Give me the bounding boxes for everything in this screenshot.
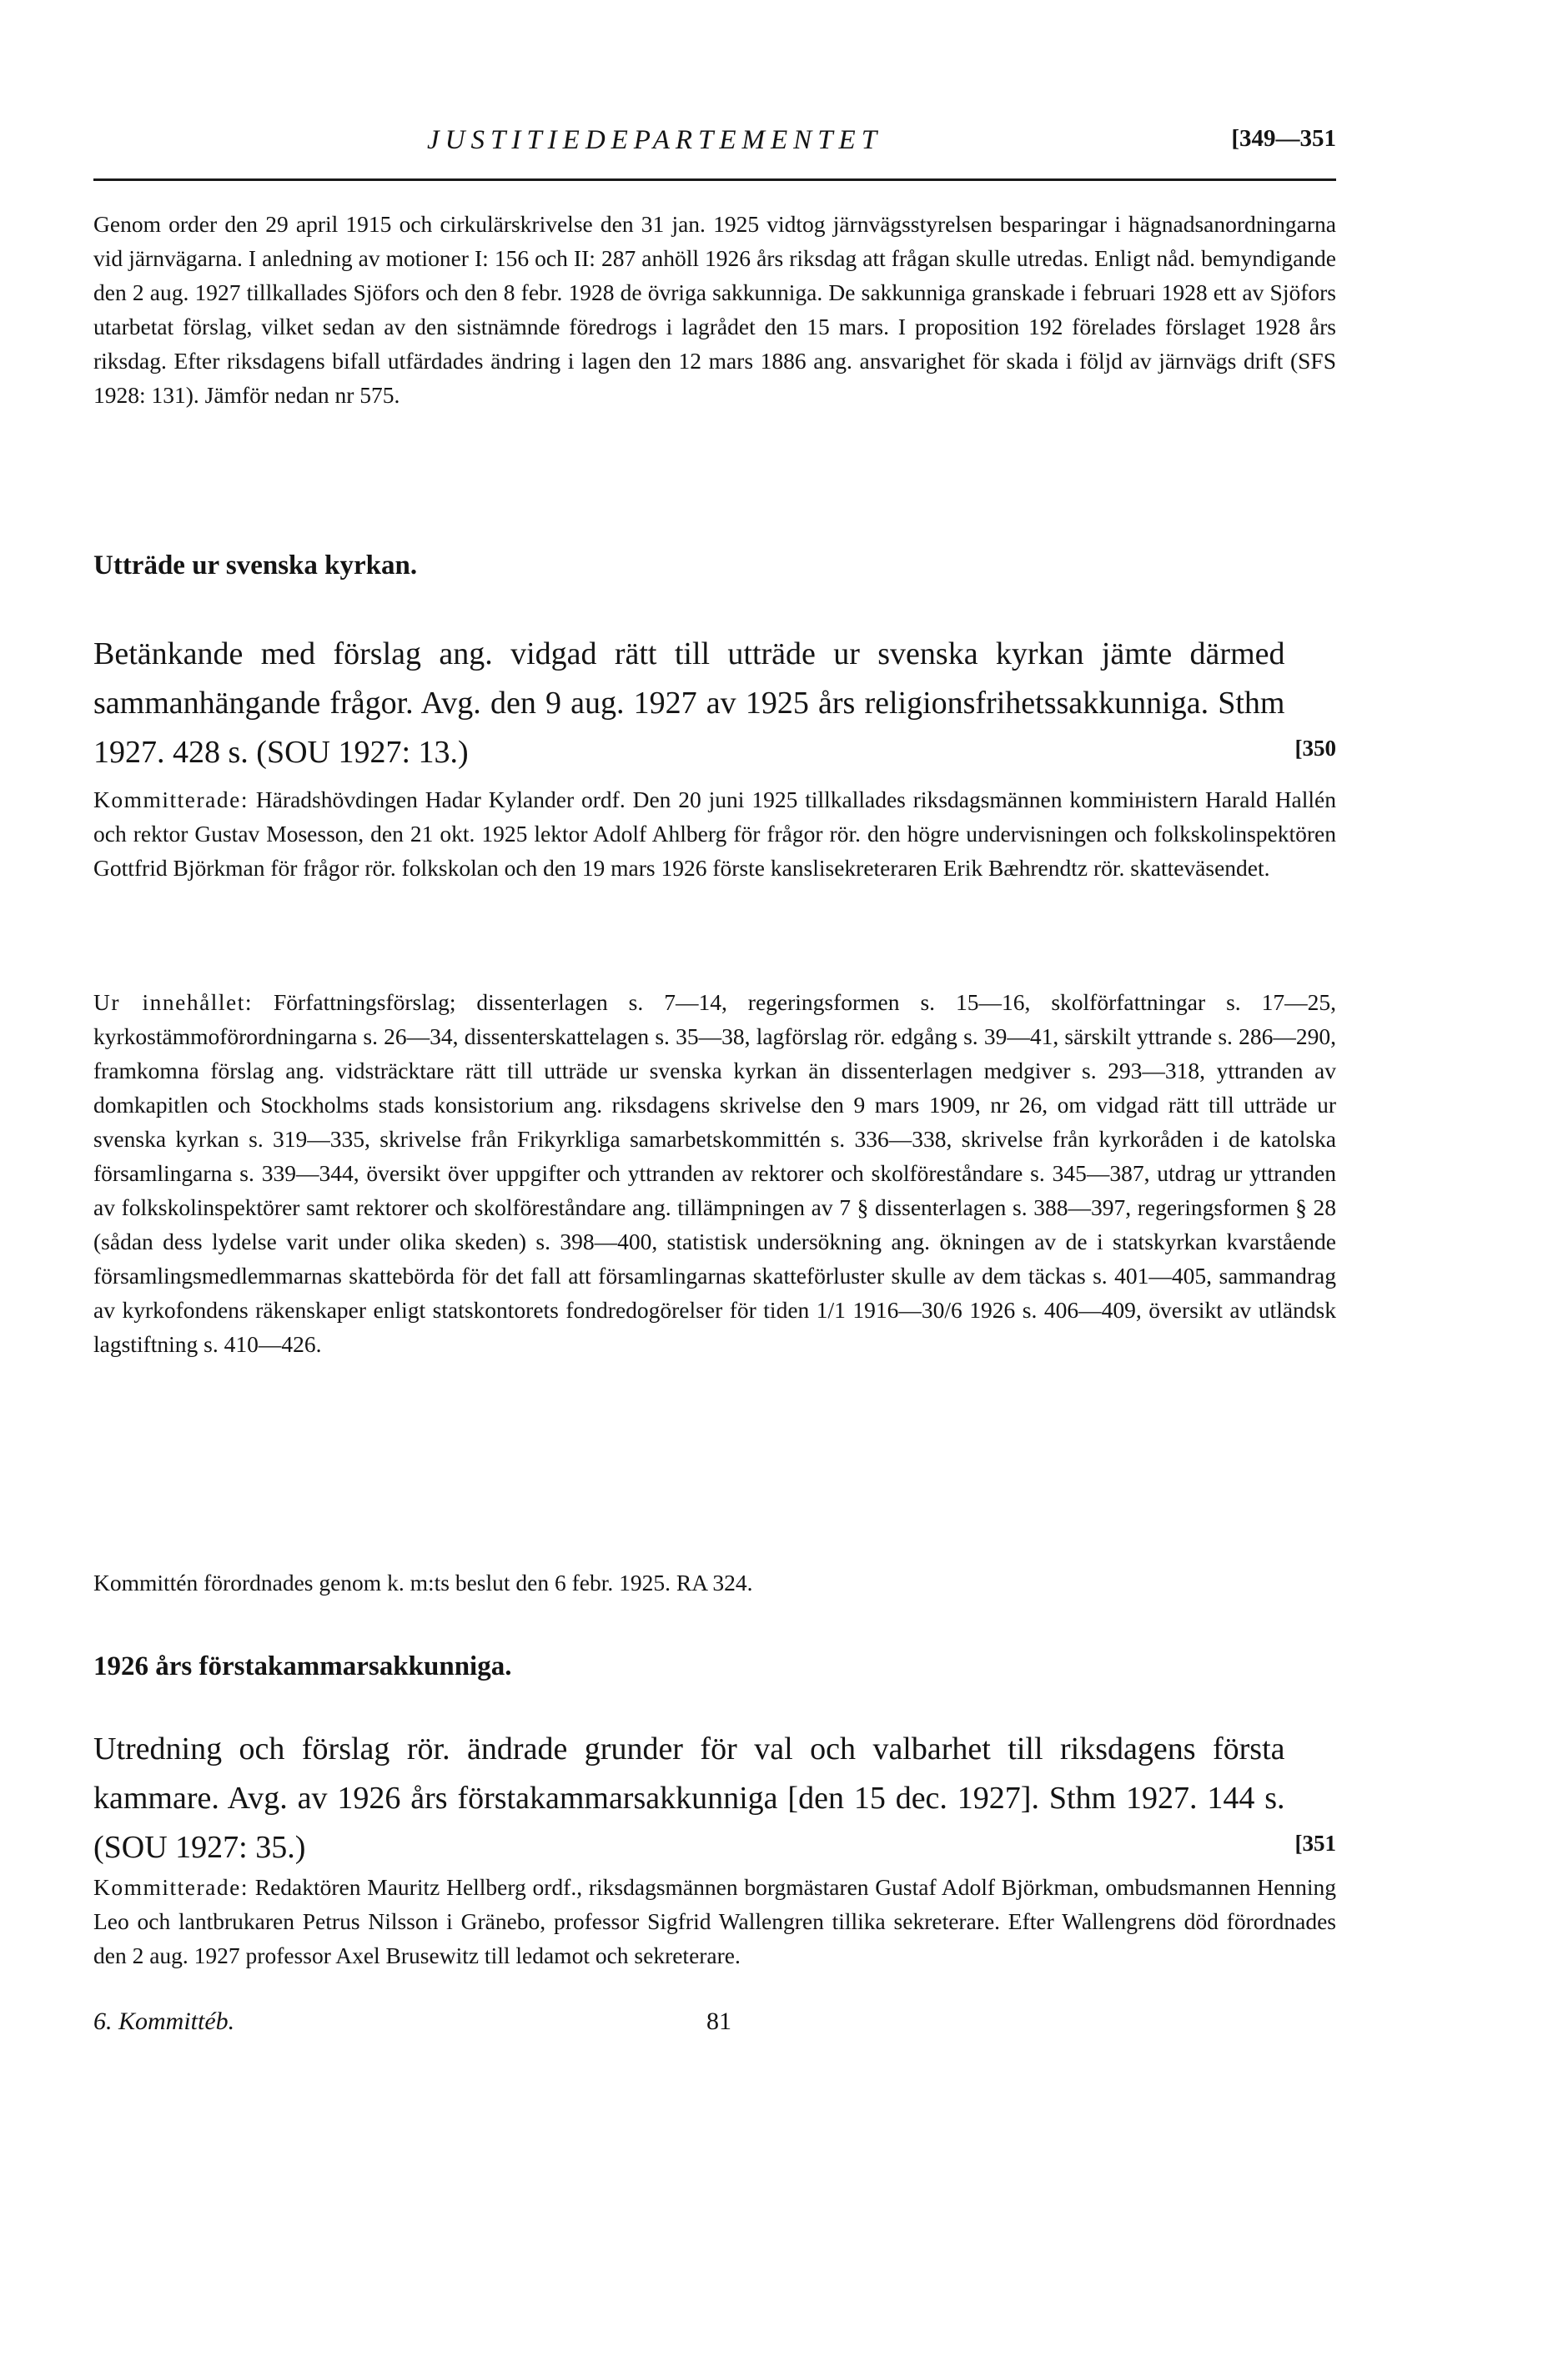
- running-header: [93, 125, 1336, 170]
- ordered-paragraph-350: Kommittén förordnades genom k. m:ts beslut den 6 febr. 1925. RA 324.: [93, 1570, 753, 1596]
- report-title-350: [93, 630, 1336, 777]
- report-title-text-350: Betänkande med förslag ang. vidgad rätt till utträde ur svenska kyrkan jämte därmed sammanhängande frågor. Avg. den 9 aug. 1927 av 1925 års religionsfrihetssakkunniga. Sthm 1927. 428 s. (SOU 1927: 13.): [93, 636, 1285, 770]
- committee-label-350: Kommitterade:: [93, 786, 249, 812]
- intro-paragraph: Genom order den 29 april 1915 och cirkulärskrivelse den 31 jan. 1925 vidtog järnvägsstyrelsen besparingar i hägnadsanordningarna vid järnvägarna. I anledning av motioner I: 156 och II: 287 anhöll 1926 års riksdag att frågan skulle utredas. Enligt nåd. bemyndigande den 2 aug. 1927 tillkallades Sjöfors och den 8 febr. 1928 de övriga sakkunniga. De sakkunniga granskade i februari 1928 ett av Sjöfors utarbetat förslag, vilket sedan av den sistnämnde föredrogs i lagrådet den 15 mars. I proposition 192 förelades förslaget 1928 års riksdag. Efter riksdagens bifall utfärdades ändring i lagen den 12 mars 1886 ang. ansvarighet för skada i följd av järnvägs drift (SFS 1928: 131). Jämför nedan nr 575.: [93, 211, 1336, 408]
- committee-label-351: Kommitterade:: [93, 1874, 249, 1900]
- page-number: 81: [706, 2008, 731, 2035]
- section-heading-uttrade: Utträde ur svenska kyrkan.: [93, 550, 418, 580]
- reference-number-350: [350: [1294, 736, 1336, 761]
- contents-text-350: Författningsförslag; dissenterlagen s. 7—14, regeringsformen s. 15—16, skolförfattningar s. 17—25, kyrkostämmoförordningarna s. 26—34, dissenterskattelagen s. 35—38, lagförslag rör. edgång s. 39—41, särskilt yttrande s. 286—290, framkomna förslag ang. vidsträcktare rätt till utträde ur svenska kyrkan än dissenterlagen medgiver s. 293—318, yttranden av domkapitlen och Stockholms stads konsistorium ang. riksdagens skrivelse den 9 mars 1909, nr 26, om vidgad rätt till utträde ur svenska kyrkan s. 319—335, skrivelse från Frikyrkliga samarbetskommittén s. 336—338, skrivelse från kyrkoråden i de katolska församlingarna s. 339—344, översikt över uppgifter och yttranden av rektorer och skolföreståndare s. 345—387, utdrag ur yttranden av folkskolinspektörer samt rektorer och skolföreståndare ang. tillämpningen av 7 § dissenterlagen s. 388—397, regeringsformen § 28 (sådan dess lydelse varit under olika skeden) s. 398—400, statistisk undersökning ang. ökningen av de i statskyrkan kvarstående församlingsmedlemmarnas skattebörda för det fall att församlingarnas skatteförluster skulle av dem täckas s. 401—405, sammandrag av kyrkofondens räkenskaper enligt statskontorets fondredogörelser för tiden 1/1 1916—30/6 1926 s. 406—409, översikt av utländsk lagstiftning s. 410—426.: [93, 989, 1336, 1357]
- reference-number-351: [351: [1294, 1831, 1336, 1856]
- printer-signature: 6. Kommittéb.: [93, 2008, 235, 2035]
- document-page: [93, 0, 1336, 2362]
- contents-label-350: Ur innehållet:: [93, 989, 254, 1015]
- section-heading-forstakammar: 1926 års förstakammarsakkunniga.: [93, 1651, 512, 1681]
- report-title-351: [93, 1725, 1336, 1872]
- report-title-text-351: Utredning och förslag rör. ändrade grunder för val och valbarhet till riksdagens första kammare. Avg. av 1926 års förstakammarsakkunniga [den 15 dec. 1927]. Sthm 1927. 144 s. (SOU 1927: 35.): [93, 1731, 1285, 1865]
- contents-paragraph-350: [93, 985, 1336, 1361]
- page-range: [349—351: [1231, 125, 1336, 152]
- committee-paragraph-350: [93, 782, 1336, 885]
- committee-paragraph-351: [93, 1870, 1336, 1973]
- committee-text-351: Redaktören Mauritz Hellberg ordf., riksdagsmännen borgmästaren Gustaf Adolf Björkman, ombudsmannen Henning Leo och lantbrukaren Petrus Nilsson i Gränebo, professor Sigfrid Wallengren tillika sekreterare. Efter Wallengrens död förordnades den 2 aug. 1927 professor Axel Brusewitz till ledamot och sekreterare.: [93, 1874, 1336, 1968]
- header-rule: [93, 178, 1336, 181]
- department-title: JUSTITIEDEPARTEMENTET: [427, 125, 883, 155]
- committee-text-350: Häradshövdingen Hadar Kylander ordf. Den 20 juni 1925 tillkallades riksdagsmännen kommінistern Harald Hallén och rektor Gustav Mosesson, den 21 okt. 1925 lektor Adolf Ahlberg för frågor rör. den högre undervisningen och folkskolinspektören Gottfrid Björkman för frågor rör. folkskolan och den 19 mars 1926 förste kanslisekreteraren Erik Bæhrendtz rör. skatteväsendet.: [93, 786, 1336, 881]
